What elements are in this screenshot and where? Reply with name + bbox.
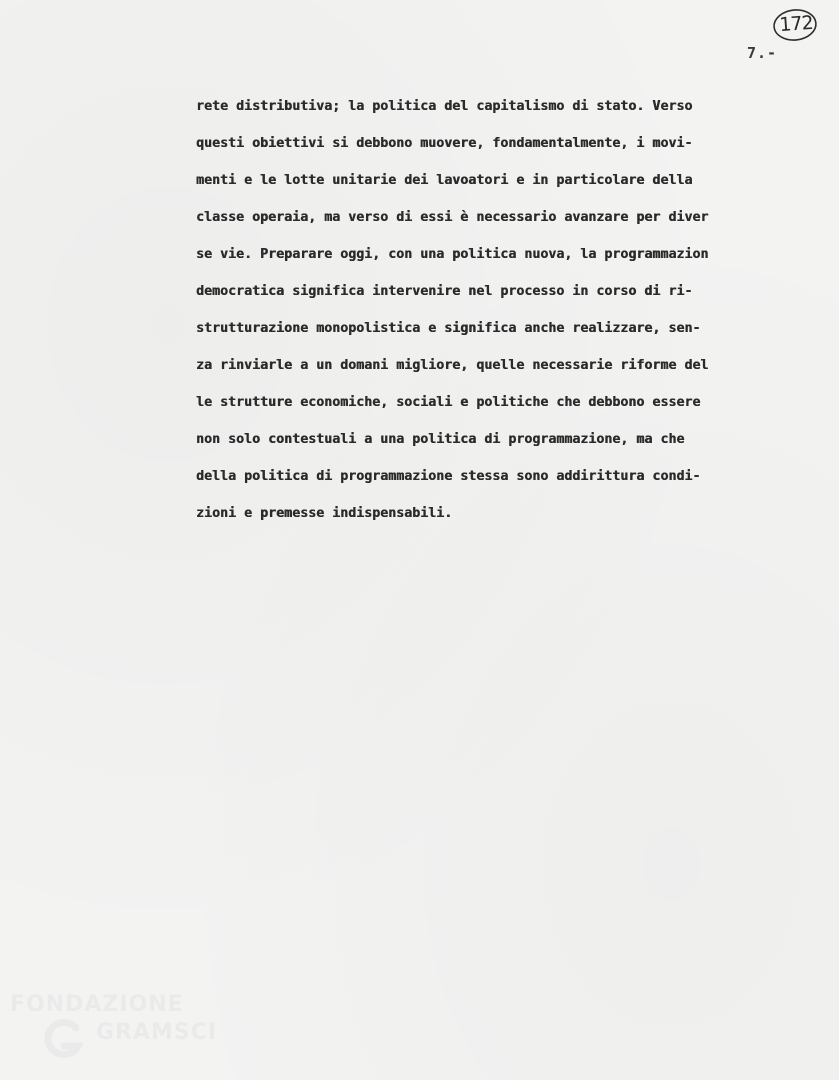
page-number: 7.- bbox=[747, 44, 778, 62]
text-line: rete distributiva; la politica del capitalismo di stato. Verso bbox=[196, 99, 693, 114]
text-line: se vie. Preparare oggi, con una politica nuova, la programmazion bbox=[196, 247, 709, 262]
text-line: classe operaia, ma verso di essi è necessario avanzare per diver bbox=[196, 210, 709, 225]
watermark-line-1: FONDAZIONE bbox=[10, 992, 184, 1017]
text-line: non solo contestuali a una politica di programmazione, ma che bbox=[196, 432, 685, 447]
folio-annotation bbox=[770, 6, 820, 46]
text-line: questi obiettivi si debbono muovere, fondamentalmente, i movi- bbox=[196, 136, 693, 151]
text-line: democratica significa intervenire nel processo in corso di ri- bbox=[196, 284, 693, 299]
text-line: della politica di programmazione stessa sono addirittura condi- bbox=[196, 469, 701, 484]
text-line: menti e le lotte unitarie dei lavoatori e in particolare della bbox=[196, 173, 693, 188]
typewritten-text bbox=[196, 88, 836, 532]
text-line: le strutture economiche, sociali e politiche che debbono essere bbox=[196, 395, 701, 410]
text-line: strutturazione monopolistica e significa anche realizzare, sen- bbox=[196, 321, 701, 336]
folio-number: 172 bbox=[778, 11, 814, 37]
watermark-line-2: GRAMSCI bbox=[96, 1020, 218, 1045]
text-line: zioni e premesse indispensabili. bbox=[196, 506, 453, 521]
foundation-logo-icon bbox=[38, 1018, 84, 1058]
text-line: za rinviarle a un domani migliore, quelle necessarie riforme del bbox=[196, 358, 709, 373]
archive-watermark bbox=[4, 984, 224, 1074]
